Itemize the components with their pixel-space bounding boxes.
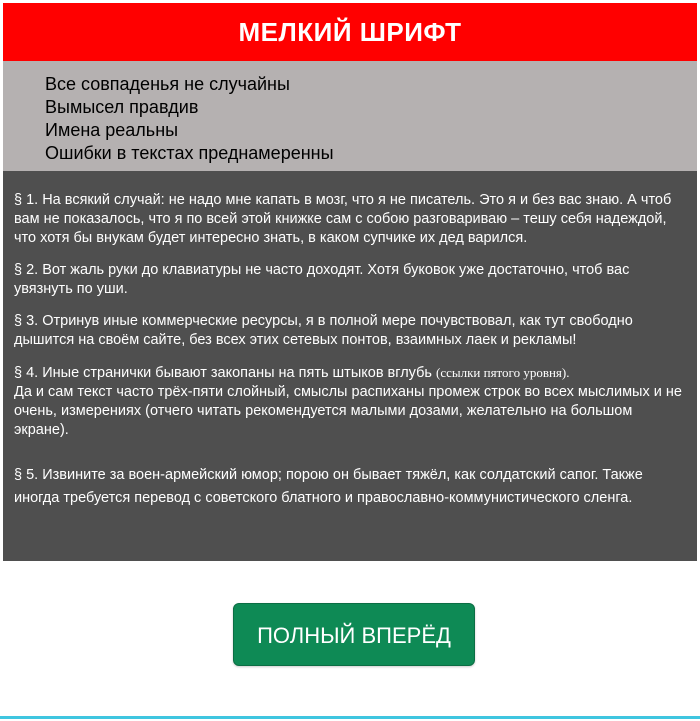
notes-block	[3, 171, 697, 561]
disclaimer-block	[3, 61, 697, 171]
disclaimer-line: Все совпаденья не случайны	[45, 74, 290, 94]
cta-wrapper	[0, 603, 700, 666]
section-3-text: § 3. Отринув иные коммерческие ресурсы, я в полной мере почувствовал, как тут свободно дышится на своём сайте, без всех этих сетевых понтов, взаимных лаек и рекламы!	[14, 313, 633, 348]
section-1-text: § 1. На всякий случай: не надо мне капать в мозг, что я не писатель. Это я и без вас знаю. А чтоб вам не показалось, что я по всей этой книжке сам с собою разговариваю – тешу себя надеждой, что хотя бы внукам будет интересно знать, в каком супчике их дед варился.	[14, 192, 672, 246]
header-banner	[3, 3, 697, 61]
disclaimer-line: Вымысел правдив	[45, 97, 199, 117]
full-ahead-button[interactable]: ПОЛНЫЙ ВПЕРЁД	[233, 603, 475, 666]
disclaimer-line: Имена реальны	[45, 120, 179, 140]
section-2-text: § 2. Вот жаль руки до клавиатуры не часто доходят. Хотя буковок уже достаточно, чтоб вас увязнуть по уши.	[14, 262, 630, 297]
section-4-main: § 4. Иные странички бывают закопаны на пять штыков вглубь	[14, 365, 432, 381]
disclaimer-line: Ошибки в текстах преднамеренны	[45, 143, 334, 163]
section-4-text	[14, 363, 687, 440]
bottom-divider	[0, 716, 700, 719]
page-container	[3, 3, 697, 561]
section-4-rest: Да и сам текст часто трёх-пяти слойный, смыслы распиханы промеж строк во всех мыслимых и не очень, измерениях (отчего читать рекомендуется малыми дозами, желательно на большом экране).	[14, 384, 682, 438]
section-4-note: (ссылки пятого уровня).	[436, 365, 570, 380]
section-5-text: § 5. Извините за воен-армейский юмор; порою он бывает тяжёл, как солдатский сапог. Также иногда требуется перевод с советского блатного и православно-коммунистического сленга.	[14, 467, 643, 506]
page-title: МЕЛКИЙ ШРИФТ	[238, 16, 462, 47]
